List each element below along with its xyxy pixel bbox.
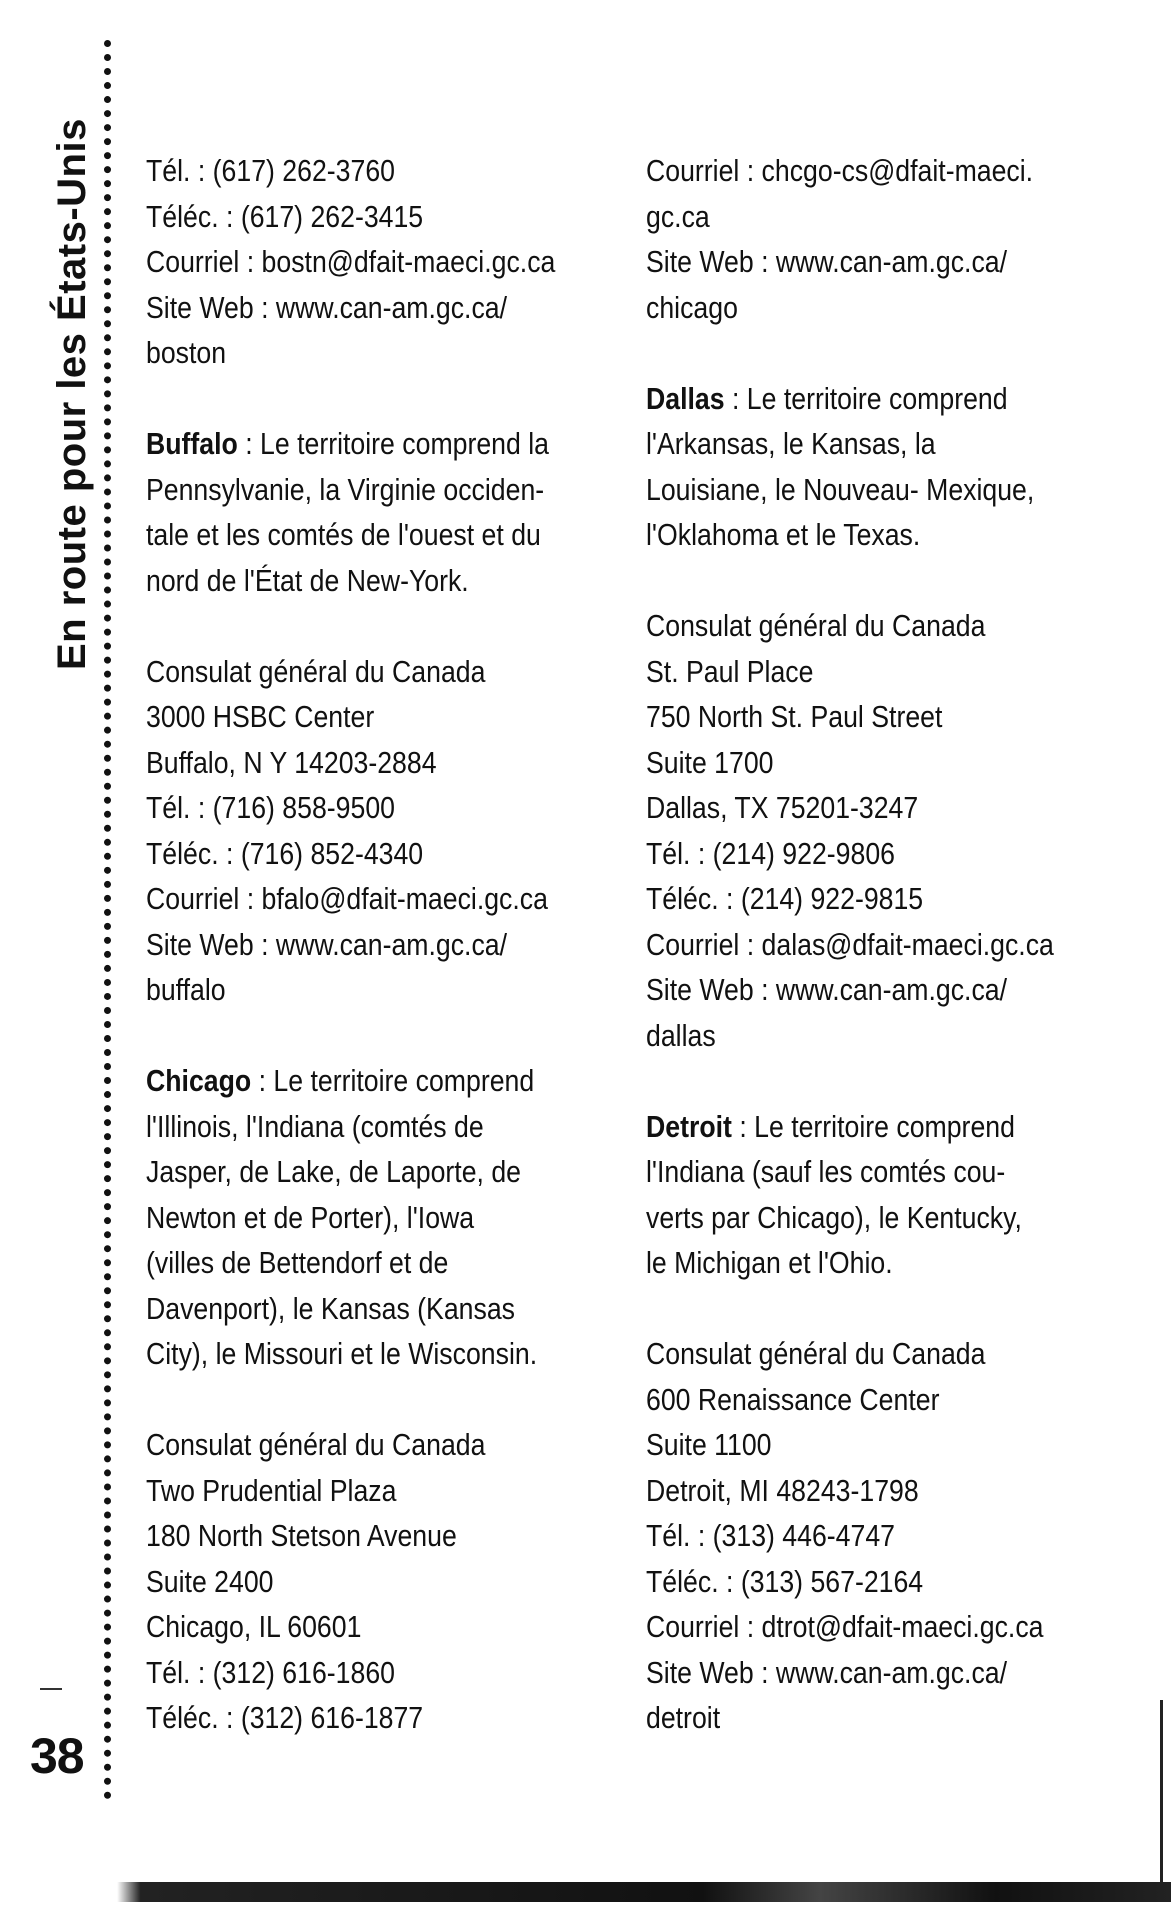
dallas-block: [646, 376, 1146, 1059]
boston-website-path: boston: [146, 335, 227, 370]
scan-edge-line: [1160, 1700, 1163, 1890]
chicago-email-domain: gc.ca: [646, 198, 710, 234]
chicago-desc-line: Chicago : Le territoire comprend: [146, 1063, 535, 1098]
left-column: [146, 148, 646, 1741]
buffalo-desc-line: Pennsylvanie, la Virginie occiden-: [146, 471, 545, 507]
chicago-address-line: Suite 2400: [146, 1563, 274, 1599]
chicago-address-line: 180 North Stetson Avenue: [146, 1518, 457, 1553]
detroit-desc-line: le Michigan et l'Ohio.: [646, 1245, 893, 1280]
dallas-address-line: Consulat général du Canada: [646, 608, 986, 643]
chicago-website-path: chicago: [646, 289, 738, 325]
buffalo-email: Courriel : bfalo@dfait-maeci.gc.ca: [146, 881, 548, 916]
chicago-email: Courriel : chcgo-cs@dfait-maeci.: [646, 153, 1034, 188]
buffalo-desc-line: nord de l'État de New-York.: [146, 562, 469, 598]
dallas-website: Site Web : www.can-am.gc.ca/: [646, 972, 1008, 1007]
dallas-desc-line: l'Arkansas, le Kansas, la: [646, 426, 936, 461]
dallas-fax: Téléc. : (214) 922-9815: [646, 881, 924, 916]
detroit-address-line: Detroit, MI 48243-1798: [646, 1472, 919, 1508]
chicago-phone: Tél. : (312) 616-1860: [146, 1654, 395, 1690]
dallas-address-line: Dallas, TX 75201-3247: [646, 790, 919, 825]
detroit-desc-line: verts par Chicago), le Kentucky,: [646, 1199, 1022, 1235]
margin-tick: [40, 1688, 62, 1690]
side-title: En route pour les États-Unis: [50, 118, 94, 670]
chicago-address-line: Two Prudential Plaza: [146, 1472, 397, 1508]
dallas-email: Courriel : dalas@dfait-maeci.gc.ca: [646, 926, 1054, 962]
detroit-fax: Téléc. : (313) 567-2164: [646, 1563, 924, 1599]
buffalo-address-line: Buffalo, N Y 14203-2884: [146, 744, 437, 780]
buffalo-desc-line: tale et les comtés de l'ouest et du: [146, 517, 541, 552]
scan-bottom-bar: [0, 1882, 1171, 1902]
chicago-address-line: Chicago, IL 60601: [146, 1609, 362, 1644]
dallas-address-line: St. Paul Place: [646, 653, 814, 689]
boston-email: Courriel : bostn@dfait-maeci.gc.ca: [146, 244, 556, 279]
dallas-address-line: 750 North St. Paul Street: [646, 699, 943, 734]
page-number: 38: [30, 1728, 84, 1784]
chicago-block: [146, 1058, 646, 1741]
detroit-desc-line: l'Indiana (sauf les comtés cou-: [646, 1154, 1006, 1189]
dallas-phone: Tél. : (214) 922-9806: [646, 835, 895, 871]
chicago-desc-line: City), le Missouri et le Wisconsin.: [146, 1336, 538, 1371]
dotted-rule: [104, 40, 119, 1800]
chicago-desc-line: Jasper, de Lake, de Laporte, de: [146, 1154, 522, 1189]
dallas-desc-line: l'Oklahoma et le Texas.: [646, 517, 921, 552]
chicago-desc-line: l'Illinois, l'Indiana (comtés de: [146, 1108, 484, 1144]
chicago-fax: Téléc. : (312) 616-1877: [146, 1700, 424, 1735]
buffalo-phone: Tél. : (716) 858-9500: [146, 790, 395, 825]
chicago-cont-block: [646, 148, 1146, 330]
detroit-address-line: 600 Renaissance Center: [646, 1381, 940, 1417]
buffalo-block: [146, 421, 646, 1013]
detroit-block: [646, 1104, 1146, 1741]
detroit-phone: Tél. : (313) 446-4747: [646, 1518, 895, 1553]
boston-block: [146, 148, 646, 376]
detroit-website: Site Web : www.can-am.gc.ca/: [646, 1654, 1008, 1690]
boston-phone: Tél. : (617) 262-3760: [146, 153, 395, 188]
chicago-address-line: Consulat général du Canada: [146, 1427, 486, 1462]
chicago-website: Site Web : www.can-am.gc.ca/: [646, 244, 1008, 279]
buffalo-fax: Téléc. : (716) 852-4340: [146, 835, 424, 871]
dallas-desc-line: Dallas : Le territoire comprend: [646, 380, 1008, 416]
detroit-address-line: Consulat général du Canada: [646, 1336, 986, 1371]
buffalo-website: Site Web : www.can-am.gc.ca/: [146, 926, 508, 962]
buffalo-website-path: buffalo: [146, 972, 226, 1007]
boston-fax: Téléc. : (617) 262-3415: [146, 198, 424, 234]
chicago-desc-line: Newton et de Porter), l'Iowa: [146, 1199, 475, 1235]
buffalo-desc-line: Buffalo : Le territoire comprend la: [146, 426, 549, 461]
chicago-desc-line: (villes de Bettendorf et de: [146, 1245, 449, 1280]
dallas-website-path: dallas: [646, 1017, 716, 1053]
chicago-desc-line: Davenport), le Kansas (Kansas: [146, 1290, 515, 1326]
dallas-desc-line: Louisiane, le Nouveau- Mexique,: [646, 471, 1035, 507]
dallas-address-line: Suite 1700: [646, 744, 774, 780]
boston-website: Site Web : www.can-am.gc.ca/: [146, 289, 508, 325]
detroit-email: Courriel : dtrot@dfait-maeci.gc.ca: [646, 1609, 1044, 1644]
buffalo-address-line: Consulat général du Canada: [146, 653, 486, 689]
detroit-website-path: detroit: [646, 1700, 721, 1735]
right-column: [646, 148, 1146, 1741]
buffalo-address-line: 3000 HSBC Center: [146, 699, 375, 734]
detroit-address-line: Suite 1100: [646, 1427, 772, 1462]
detroit-desc-line: Detroit : Le territoire comprend: [646, 1108, 1015, 1144]
